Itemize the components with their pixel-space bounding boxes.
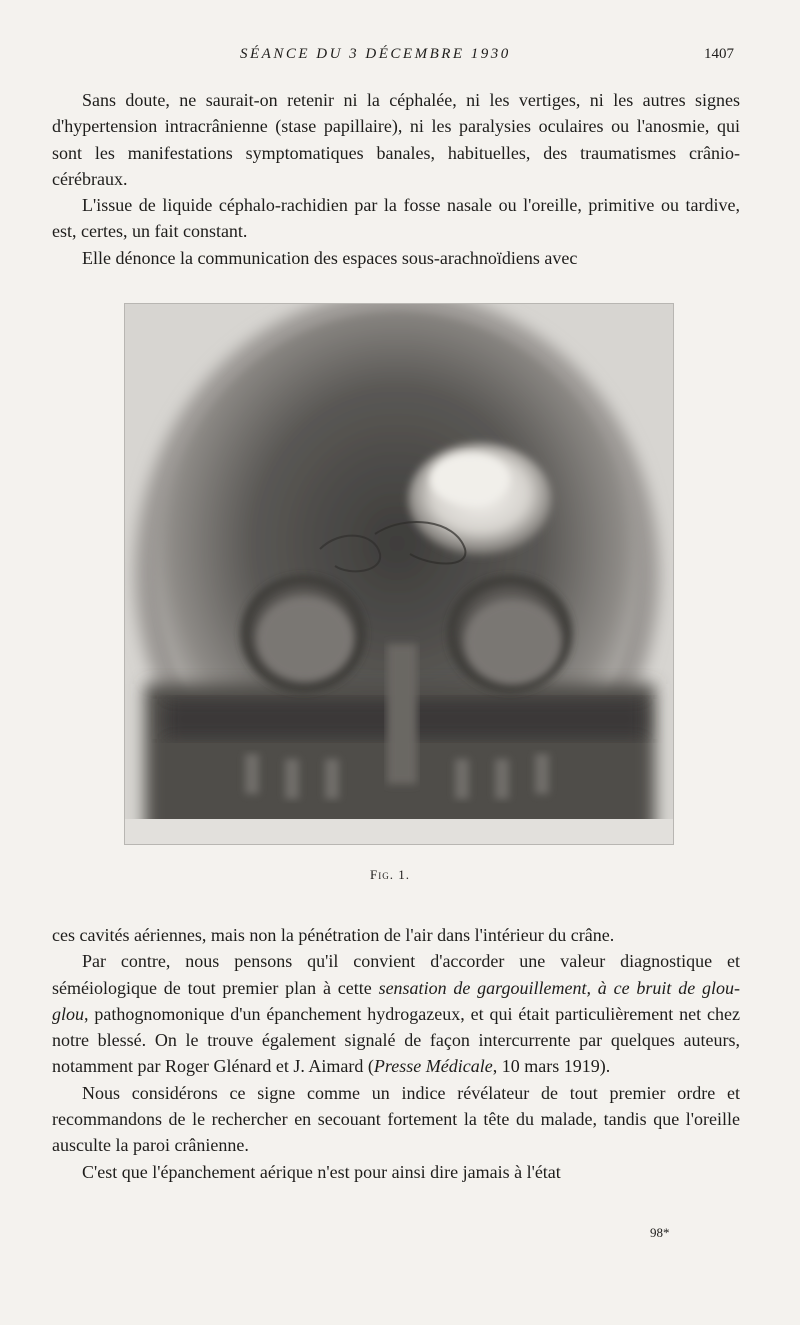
- paragraph-text: Par contre, nous pensons qu'il convient d'accorder une valeur diagnostique et séméiologique de tout premier plan à cette: [52, 951, 740, 998]
- paragraph-text: , pathognomonique d'un épanchement hydrogazeux, et qui était particulièrement net chez notre blessé. On le trouve également signalé de façon intercurrente par quelques auteurs, notamment par Roger Glénard et J. Aimard (: [52, 1003, 740, 1077]
- skull-radiograph: [125, 304, 673, 844]
- paragraph-gargouillement: [52, 948, 740, 1079]
- xray-figure: [124, 303, 674, 845]
- paragraph-2: L'issue de liquide céphalo-rachidien par la fosse nasale ou l'oreille, primitive ou tardive, est, certes, un fait constant.: [52, 195, 740, 242]
- running-head: SÉANCE DU 3 DÉCEMBRE 1930: [240, 46, 511, 62]
- top-text-block: [52, 87, 740, 271]
- bottom-text-block: [52, 922, 740, 1185]
- journal-title: Presse Médicale: [373, 1056, 493, 1077]
- paragraph-continuation: ces cavités aériennes, mais non la pénétration de l'air dans l'intérieur du crâne.: [52, 925, 615, 945]
- page-number: 1407: [704, 46, 734, 62]
- italic-term: sensation de gargouillement, à ce bruit de glou-glou: [52, 977, 741, 1024]
- figure-caption: Fig. 1.: [370, 867, 410, 882]
- sheet-signature: 98*: [650, 1225, 670, 1240]
- paragraph-signe: Nous considérons ce signe comme un indice révélateur de tout premier ordre et recommandons de le rechercher en secouant fortement la tête du malade, tandis que l'oreille ausculte la paroi crânienne.: [52, 1082, 740, 1156]
- paragraph-1: Sans doute, ne saurait-on retenir ni la céphalée, ni les vertiges, ni les autres signes d'hypertension intracrânienne (stase papillaire), ni les paralysies oculaires ou l'anosmie, qui sont les manifestations symptomatiques banales, habituelles, des traumatismes crânio-cérébraux.: [52, 90, 740, 189]
- paragraph-text: , 10 mars 1919).: [492, 1056, 611, 1077]
- paragraph-epanchement: C'est que l'épanchement aérique n'est pour ainsi dire jamais à l'état: [82, 1161, 561, 1182]
- paragraph-3: Elle dénonce la communication des espaces sous-arachnoïdiens avec: [82, 247, 578, 268]
